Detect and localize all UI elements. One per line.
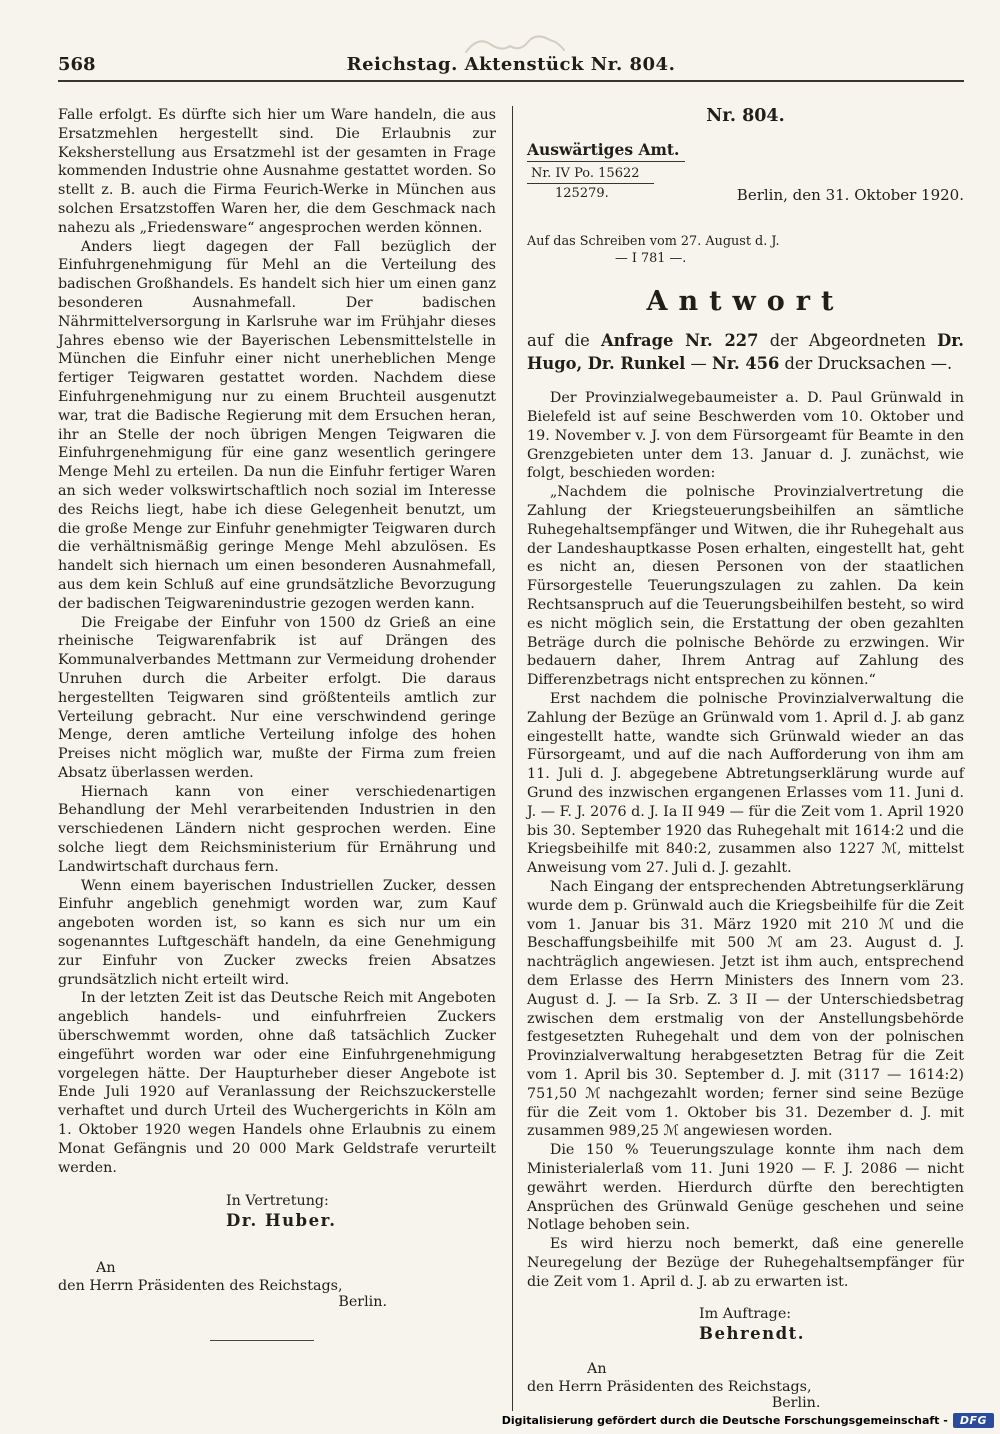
address-salutation: An bbox=[587, 1360, 607, 1377]
subtitle-bold: Anfrage Nr. 227 bbox=[601, 331, 759, 350]
paragraph: Hiernach kann von einer verschiedenartigen Behandlung der Mehl verarbeitenden Industrien in den verschiedenen Ländern nicht gesprochen werden. Eine solche liegt dem Reichsministerium für Ernährung und Landwirtschaft durchaus fern. bbox=[58, 783, 496, 875]
address-salutation: An bbox=[96, 1260, 116, 1277]
paragraph: In der letzten Zeit ist das Deutsche Reich mit Angeboten angeblich handels- und einfuhrfreien Zuckers überschwemmt worden, ohne daß tatsächlich Zucker eingeführt worden war oder eine Einfuhrgenehmigung vorgelegen hätte. Der Haupturheber dieser Angebote ist Ende Juli 1920 auf Veranlassung der Reichszuckerstelle verhaftet und durch Urteil des Wuchergerichts in Köln am 1. Oktober 1920 wegen Handels ohne Erlaubnis zu einem Monat Gefängnis und 20 000 Mark Geldstrafe verurteilt werden. bbox=[58, 990, 496, 1176]
paragraph: Die Freigabe der Einfuhr von 1500 dz Grieß an eine rheinische Teigwarenfabrik ist auf Drängen des Kommunalverbandes Mettmann zur Vermeidung drohender Unruhen durch die Arbeiter erfolgt. Die daraus hergestellten Teigwaren sind größtenteils amtlich zur Verteilung gebracht. Nur eine verschwindend geringe Menge, deren amtliche Verteilung infolge des hohen Preises nicht möglich war, mußte der Firma zum freien Absatz überlassen werden. bbox=[58, 614, 496, 781]
dateline: Berlin, den 31. Oktober 1920. bbox=[736, 186, 964, 204]
column-divider bbox=[512, 106, 513, 1411]
paragraph: Nach Eingang der entsprechenden Abtretungserklärung wurde dem p. Grünwald auch die Kriegsbeihilfe für die Zeit vom 1. Januar bis 31. März 1920 mit 210 ℳ und die Beschaffungsbeihilfe mit 500 ℳ am 23. August d. J. nachträglich angewiesen. Jetzt ist ihm auch, entsprechend dem Erlasse des Herrn Ministers des Innern vom 23. August d. J. — Ia Srb. Z. 3 II — der Unterschiedsbetrag zwischen dem erstmalig von der Anstellungsbehörde festgesetzten Ruhegehalt und dem von der polnischen Provinzialverwaltung herabgesetzten Betrag für die Zeit vom 1. April bis 30. September d. J. mit (3117 — 1614:2) 751,50 ℳ nachgezahlt worden; ferner sind seine Bezüge für die Zeit vom 1. Oktober bis 31. Dezember d. J. mit zusammen 989,25 ℳ angewiesen worden. bbox=[527, 879, 964, 1140]
answer-title: Antwort bbox=[646, 286, 845, 317]
digitization-credit bbox=[502, 1413, 994, 1428]
paragraph: Die 150 % Teuerungszulage konnte ihm nach dem Ministerialerlaß vom 11. Juni 1920 — F. J. 2086 — nicht gewährt werden. Hierdurch dürfte den berechtigten Ansprüchen des Grünwald Genüge geschehen und seine Notlage behoben sein. bbox=[527, 1142, 964, 1234]
file-reference: Nr. IV Po. 15622 bbox=[527, 164, 654, 184]
pencil-mark bbox=[460, 22, 570, 66]
signature-role: In Vertretung: bbox=[226, 1193, 329, 1210]
paragraph: Erst nachdem die polnische Provinzialverwaltung die Zahlung der Bezüge an Grünwald vom 1. April d. J. ab ganz eingestellt hatte, wandte sich Grünwald wieder an das Fürsorgeamt, und auf die nach Aufforderung von ihm am 11. Juli d. J. abgegebene Abtretungserklärung wurde auf Grund des inzwischen ergangenen Erlasses vom 11. Juni d. J. — F. J. 2076 d. J. Ia II 949 — für die Zeit vom 1. April 1920 bis 30. September 1920 das Ruhegehalt mit 1614:2 und die Kriegsbeihilfe mit 840:2, zusammen also 1227 ℳ, mittelst Anweisung vom 27. Juli d. J. gezahlt. bbox=[527, 691, 964, 877]
address-line: den Herrn Präsidenten des Reichstags, bbox=[527, 1378, 812, 1395]
subtitle-text: der Drucksachen —. bbox=[779, 354, 953, 374]
reference-number: — I 781 —. bbox=[615, 251, 687, 266]
paragraph: Anders liegt dagegen der Fall bezüglich der Einfuhrgenehmigung für Mehl an die Verteilung des badischen Großhandels. Es handelt sich hier um einen ganz besonderen Ausnahmefall. Der badischen Nährmittelversorgung in Karlsruhe war im Frühjahr dieses Jahres ebenso wie der Bayerischen Lebensmittelstelle in München die Einfuhr einer nicht unerheblichen Menge fertiger Teigwaren gestattet worden. Nachdem diese Einfuhrgenehmigung nur zu einem Bruchteil ausgenutzt war, trat die Badische Regierung mit dem Ersuchen heran, ihr an Stelle der noch übrigen Mengen Teigwaren die Einfuhrgenehmigung für eine ganz wesentlich geringere Menge Mehl zu erteilen. Da nun die Einfuhr fertiger Waren an sich weder volkswirtschaftlich noch sozial im Interesse des Reichs liegt, habe ich diese Gelegenheit benutzt, um die große Menge zur Einfuhr genehmigter Teigwaren durch die verhältnismäßig geringe Menge Mehl abzulösen. Es handelt sich hiernach um einen besonderen Ausnahmefall, aus dem kein Schluß auf eine grundsätzliche Bevorzugung der badischen Teigwarenindustrie gezogen werden kann. bbox=[58, 238, 496, 612]
agency-name: Auswärtiges Amt. bbox=[527, 140, 685, 162]
paragraph: Wenn einem bayerischen Industriellen Zucker, dessen Einfuhr angeblich genehmigt worden war, zum Kauf angeboten worden ist, so kann es sich nur um ein sogenanntes Luftgeschäft handeln, da eine Genehmigung zur Einfuhr von Zucker zwecks freien Absatzes grundsätzlich nicht erteilt wird. bbox=[58, 877, 496, 988]
answer-subtitle bbox=[527, 329, 964, 375]
letterhead bbox=[527, 140, 964, 226]
paragraph: Falle erfolgt. Es dürfte sich hier um Ware handeln, die aus Ersatzmehlen hergestellt sind. Die Erlaubnis zur Keksherstellung aus Ersatzmehl ist der gesamten in Frage kommenden Industrie ohne Ausnahme gestattet worden. So stellt z. B. auch die Firma Feurich-Werke in München aus solchen Ersatzstoffen Waren her, die dem Geschmack nach nahezu als „Friedensware“ angesprochen werden können. bbox=[58, 107, 496, 236]
dfg-logo bbox=[953, 1413, 994, 1428]
closing-rule bbox=[210, 1340, 314, 1341]
signature-name: Dr. Huber. bbox=[226, 1211, 337, 1231]
subtitle-bold: Dr. Hugo, Dr. Runkel bbox=[527, 331, 964, 374]
page-number: 568 bbox=[58, 54, 96, 75]
subtitle-text: der Abgeordneten bbox=[758, 331, 938, 350]
document-number: Nr. 804. bbox=[706, 106, 785, 126]
address-city: Berlin. bbox=[338, 1294, 388, 1311]
paragraph: „Nachdem die polnische Provinzialvertretung die Zahlung der Kriegsteuerungsbeihilfen an sämtliche Ruhegehaltsempfänger und Witwen, die ihr Ruhegehalt aus der Landeshauptkasse Posen erhalten, eingestellt hat, geht es nicht an, diesen Personen von der staatlichen Fürsorgestelle Teuerungszulagen zu zahlen. Da kein Rechtsanspruch auf die Teuerungsbeihilfen besteht, so wird es nicht möglich sein, die Erstattung der oben gezahlten Beträge durch die polnische Behörde zu erzwingen. Wir bedauern daher, Ihrem Antrag auf Zahlung des Differenzbetrags nicht entsprechen zu können.“ bbox=[527, 484, 964, 689]
paragraph: Es wird hierzu noch bemerkt, daß eine generelle Neuregelung der Bezüge der Ruhegehaltsempfänger für die Zeit vom 1. April d. J. ab zu erwarten ist. bbox=[527, 1236, 964, 1290]
signature-name: Behrendt. bbox=[699, 1323, 806, 1343]
dfg-logo-text: DFG bbox=[959, 1414, 987, 1427]
subtitle-text: — bbox=[685, 354, 713, 374]
left-column bbox=[58, 106, 496, 1411]
right-column bbox=[527, 106, 964, 1411]
file-reference-2: 125279. bbox=[555, 186, 609, 201]
subtitle-text: auf die bbox=[527, 331, 601, 350]
subtitle-bold: Nr. 456 bbox=[712, 354, 780, 374]
address-city: Berlin. bbox=[771, 1394, 821, 1411]
two-column-body bbox=[58, 106, 964, 1411]
header-title: Reichstag. Aktenstück Nr. 804. bbox=[346, 54, 676, 75]
credit-text: Digitalisierung gefördert durch die Deutsche Forschungsgemeinschaft - bbox=[501, 1414, 948, 1427]
address-line: den Herrn Präsidenten des Reichstags, bbox=[58, 1278, 343, 1295]
paragraph: Der Provinzialwegebaumeister a. D. Paul Grünwald in Bielefeld ist auf seine Beschwerden vom 10. Oktober und 19. November v. J. von dem Fürsorgeamt für Beamte in den Grenzgebieten unter dem 13. Januar d. J. zunächst, wie folgt, beschieden worden: bbox=[527, 390, 964, 482]
reference-note: Auf das Schreiben vom 27. August d. J. bbox=[527, 234, 780, 249]
signature-role: Im Auftrage: bbox=[699, 1305, 792, 1322]
